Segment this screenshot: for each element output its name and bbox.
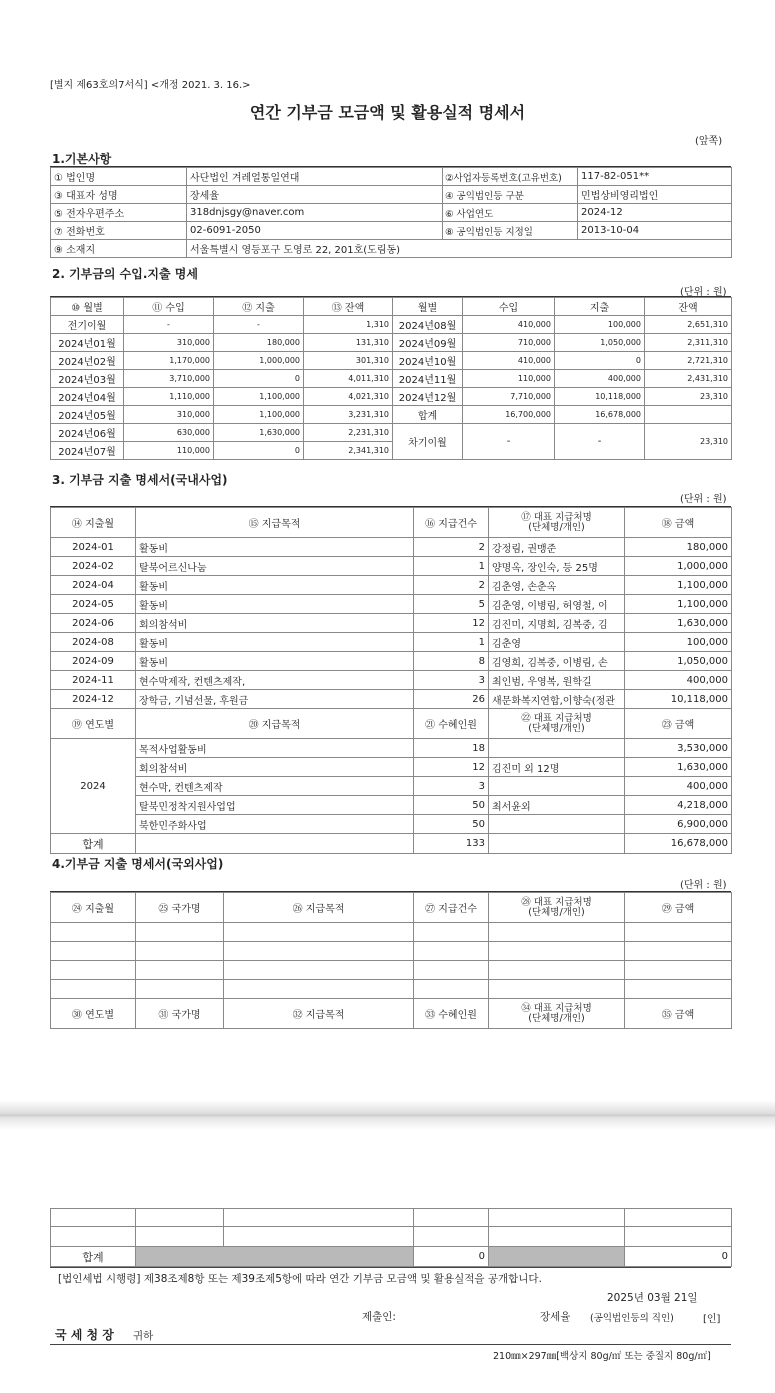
- recipient-cell: 양명옥, 장인숙, 등 25명: [489, 557, 625, 576]
- balance-cell: 2,341,310: [304, 442, 393, 460]
- info-label: ③ 대표자 성명: [51, 186, 187, 204]
- balance-cell: 2,311,310: [645, 334, 732, 352]
- page-break: [0, 1100, 775, 1130]
- purpose-cell: 탈북민정착지원사업업: [136, 796, 414, 815]
- expense-cell: 0: [555, 352, 645, 370]
- income-cell: 630,000: [124, 424, 214, 442]
- column-header: ㉑ 수혜인원: [414, 709, 489, 739]
- empty-cell: [51, 923, 136, 942]
- column-header: [489, 893, 625, 923]
- table-row: [51, 777, 732, 796]
- column-header: ㉝ 수혜인원: [414, 999, 489, 1029]
- table-row: [51, 671, 732, 690]
- balance-cell: 3,231,310: [304, 406, 393, 424]
- income-cell: 110,000: [463, 370, 555, 388]
- income-cell: 410,000: [463, 352, 555, 370]
- page2-total-label: 합계: [51, 1247, 136, 1267]
- income-cell: 1,170,000: [124, 352, 214, 370]
- column-header-line: (단체명/개인): [528, 521, 585, 533]
- empty-cell: [414, 961, 489, 980]
- table-row: [51, 690, 732, 709]
- amount-cell: 1,050,000: [625, 652, 732, 671]
- table-row: [51, 316, 732, 334]
- overseas-expense-table: [50, 892, 732, 1029]
- column-header-line: ⑰ 대표 지급처명: [521, 511, 592, 523]
- empty-cell: [224, 961, 414, 980]
- expense-cell: 400,000: [555, 370, 645, 388]
- table-row: [51, 652, 732, 671]
- count-cell: 1: [414, 633, 489, 652]
- amount-cell: 3,530,000: [625, 739, 732, 758]
- amount-cell: 100,000: [625, 633, 732, 652]
- recipient-suffix: 귀하: [133, 1330, 154, 1342]
- expense-cell: 100,000: [555, 316, 645, 334]
- info-label: ⑥ 사업연도: [443, 204, 578, 222]
- submitter-note: (공익법인등의 직인): [590, 1313, 674, 1324]
- count-cell: 1: [414, 557, 489, 576]
- info-value: 02-6091-2050: [187, 222, 443, 240]
- empty-cell: [51, 942, 136, 961]
- month-cell: 합계: [393, 406, 463, 424]
- month-cell: 2024-05: [51, 595, 136, 614]
- balance-cell: 2,431,310: [645, 370, 732, 388]
- purpose-cell: 활동비: [136, 595, 414, 614]
- column-header: ⑱ 금액: [625, 508, 732, 538]
- purpose-cell: 활동비: [136, 652, 414, 671]
- amount-cell: 4,218,000: [625, 796, 732, 815]
- empty-cell: [224, 942, 414, 961]
- income-cell: 310,000: [124, 334, 214, 352]
- empty-row: [51, 961, 732, 980]
- amount-cell: 10,118,000: [625, 690, 732, 709]
- column-header: ⑯ 지급건수: [414, 508, 489, 538]
- table-row: [51, 388, 732, 406]
- amount-cell: 180,000: [625, 538, 732, 557]
- beneficiary-count-cell: 50: [414, 796, 489, 815]
- column-header: ⑩ 월별: [51, 298, 124, 316]
- info-value: 117-82-051**: [578, 168, 732, 186]
- empty-cell: [136, 834, 414, 854]
- purpose-cell: 회의참석비: [136, 758, 414, 777]
- empty-cell: [136, 961, 224, 980]
- beneficiary-count-cell: 18: [414, 739, 489, 758]
- basic-info-table: [50, 167, 732, 258]
- empty-cell: [51, 980, 136, 999]
- recipient-cell: [489, 739, 625, 758]
- info-label: ⑤ 전자우편주소: [51, 204, 187, 222]
- column-header-line: ㉒ 대표 지급처명: [521, 712, 592, 724]
- expense-cell: 0: [214, 370, 304, 388]
- beneficiary-count-cell: 3: [414, 777, 489, 796]
- purpose-cell: 탈북어르신나눔: [136, 557, 414, 576]
- carry-over-label: 차기이월: [393, 424, 463, 460]
- count-cell: 2: [414, 576, 489, 595]
- table-row: [51, 352, 732, 370]
- purpose-cell: 현수막, 컨텐츠제작: [136, 777, 414, 796]
- empty-cell: [625, 961, 732, 980]
- column-header: 월별: [393, 298, 463, 316]
- total-amount: 16,678,000: [625, 834, 732, 854]
- page2-total-count: 0: [414, 1247, 489, 1267]
- section2-title: 2. 기부금의 수입.지출 명세: [52, 267, 198, 281]
- form-number: [별지 제63호의7서식] <개정 2021. 3. 16.>: [50, 80, 251, 91]
- carry-over-expense: -: [555, 424, 645, 460]
- empty-row: [51, 980, 732, 999]
- info-value: 사단법인 겨레얼통일연대: [187, 168, 443, 186]
- expense-cell: 1,100,000: [214, 406, 304, 424]
- table-row: [51, 739, 732, 758]
- empty-cell: [625, 980, 732, 999]
- info-row: [51, 186, 732, 204]
- expense-cell: 180,000: [214, 334, 304, 352]
- carry-over-balance: 23,310: [645, 424, 732, 460]
- column-header: ㉖ 지급목적: [224, 893, 414, 923]
- month-cell: 2024년05월: [51, 406, 124, 424]
- balance-cell: [645, 406, 732, 424]
- empty-cell: [489, 834, 625, 854]
- expense-cell: 1,000,000: [214, 352, 304, 370]
- amount-cell: 6,900,000: [625, 815, 732, 834]
- total-label: 합계: [51, 834, 136, 854]
- empty-cell: [414, 923, 489, 942]
- count-cell: 8: [414, 652, 489, 671]
- income-cell: 110,000: [124, 442, 214, 460]
- info-value: 장세율: [187, 186, 443, 204]
- balance-cell: 4,011,310: [304, 370, 393, 388]
- column-header: ㉓ 금액: [625, 709, 732, 739]
- beneficiary-count-cell: 12: [414, 758, 489, 777]
- year-cell: 2024: [51, 739, 136, 834]
- table-row: [51, 538, 732, 557]
- page2-total-amount: 0: [625, 1247, 732, 1267]
- address-value: 서울특별시 영등포구 도영로 22, 201호(도림동): [187, 240, 732, 258]
- table-row: [51, 370, 732, 388]
- empty-cell: [414, 942, 489, 961]
- carry-over-income: -: [463, 424, 555, 460]
- column-header: ㉜ 지급목적: [224, 999, 414, 1029]
- income-cell: 310,000: [124, 406, 214, 424]
- info-row: [51, 222, 732, 240]
- page-side-label: (앞쪽): [695, 136, 723, 147]
- empty-row: [51, 942, 732, 961]
- balance-cell: 2,651,310: [645, 316, 732, 334]
- domestic-expense-table: [50, 507, 732, 854]
- purpose-cell: 회의참석비: [136, 614, 414, 633]
- column-header-line: (단체명/개인): [528, 722, 585, 734]
- page-title: 연간 기부금 모금액 및 활용실적 명세서: [249, 103, 526, 122]
- info-label: ⑧ 공익법인등 지정일: [443, 222, 578, 240]
- info-label: ②사업자등록번호(고유번호): [443, 168, 578, 186]
- recipient-cell: [489, 777, 625, 796]
- column-header: ㉔ 지출월: [51, 893, 136, 923]
- column-header: ㉛ 국가명: [136, 999, 224, 1029]
- income-cell: 7,710,000: [463, 388, 555, 406]
- table-row: [51, 614, 732, 633]
- table-row: [51, 796, 732, 815]
- empty-cell: [136, 942, 224, 961]
- amount-cell: 1,000,000: [625, 557, 732, 576]
- info-value: 2024-12: [578, 204, 732, 222]
- law-text: [법인세법 시행령] 제38조제8항 또는 제39조제5항에 따라 연간 기부금 모금액 및 활용실적을 공개합니다.: [58, 1273, 542, 1285]
- income-cell: 410,000: [463, 316, 555, 334]
- amount-cell: 400,000: [625, 777, 732, 796]
- section4-title: 4.기부금 지출 명세서(국외사업): [52, 857, 224, 871]
- count-cell: 3: [414, 671, 489, 690]
- section3-title: 3. 기부금 지출 명세서(국내사업): [52, 473, 228, 487]
- info-label: ① 법인명: [51, 168, 187, 186]
- income-cell: -: [124, 316, 214, 334]
- month-cell: 2024년02월: [51, 352, 124, 370]
- column-header: 잔액: [645, 298, 732, 316]
- balance-cell: 301,310: [304, 352, 393, 370]
- column-header: ⑪ 수입: [124, 298, 214, 316]
- recipient-cell: 김춘영: [489, 633, 625, 652]
- info-value: 318dnjsgy@naver.com: [187, 204, 443, 222]
- income-cell: 1,110,000: [124, 388, 214, 406]
- expense-cell: 10,118,000: [555, 388, 645, 406]
- table-row: [51, 424, 732, 442]
- column-header: [489, 709, 625, 739]
- submission-date: 2025년 03월 21일: [607, 1292, 698, 1304]
- recipient-cell: 김춘영, 손춘옥: [489, 576, 625, 595]
- table-row: [51, 758, 732, 777]
- balance-cell: 1,310: [304, 316, 393, 334]
- balance-cell: 4,021,310: [304, 388, 393, 406]
- month-cell: 2024-06: [51, 614, 136, 633]
- empty-cell: [224, 980, 414, 999]
- income-expense-table: [50, 297, 732, 460]
- count-cell: 12: [414, 614, 489, 633]
- month-cell: 2024년10월: [393, 352, 463, 370]
- month-cell: 2024년01월: [51, 334, 124, 352]
- seal-mark: [인]: [703, 1314, 721, 1325]
- balance-cell: 131,310: [304, 334, 393, 352]
- amount-cell: 1,630,000: [625, 614, 732, 633]
- empty-row: [51, 923, 732, 942]
- month-cell: 2024년08월: [393, 316, 463, 334]
- month-cell: 2024-11: [51, 671, 136, 690]
- recipient-cell: 강정림, 권맹준: [489, 538, 625, 557]
- expense-cell: 16,678,000: [555, 406, 645, 424]
- table-row: [51, 633, 732, 652]
- table-row: [51, 557, 732, 576]
- empty-cell: [136, 980, 224, 999]
- empty-cell: [489, 923, 625, 942]
- total-count: 133: [414, 834, 489, 854]
- month-cell: 2024-08: [51, 633, 136, 652]
- column-header: 수입: [463, 298, 555, 316]
- overseas-expense-table-continued: [50, 1208, 732, 1267]
- column-header: ㉙ 금액: [625, 893, 732, 923]
- recipient-cell: 김진미 외 12명: [489, 758, 625, 777]
- recipient-cell: 최서윤외: [489, 796, 625, 815]
- month-cell: 2024년03월: [51, 370, 124, 388]
- recipient-cell: [489, 815, 625, 834]
- month-cell: 2024-02: [51, 557, 136, 576]
- beneficiary-count-cell: 50: [414, 815, 489, 834]
- empty-cell: [224, 923, 414, 942]
- expense-cell: 1,050,000: [555, 334, 645, 352]
- recipient-cell: 김춘영, 이병림, 허영철, 이: [489, 595, 625, 614]
- column-header-line: ㉞ 대표 지급처명: [521, 1002, 592, 1014]
- expense-cell: 0: [214, 442, 304, 460]
- column-header: ㉗ 지급건수: [414, 893, 489, 923]
- expense-cell: 1,630,000: [214, 424, 304, 442]
- month-cell: 2024-12: [51, 690, 136, 709]
- balance-cell: 2,721,310: [645, 352, 732, 370]
- section2-unit: (단위 : 원): [680, 287, 727, 298]
- month-cell: 2024-04: [51, 576, 136, 595]
- count-cell: 5: [414, 595, 489, 614]
- month-cell: 2024-09: [51, 652, 136, 671]
- section3-unit: (단위 : 원): [680, 494, 727, 505]
- purpose-cell: 활동비: [136, 633, 414, 652]
- amount-cell: 400,000: [625, 671, 732, 690]
- purpose-cell: 목적사업활동비: [136, 739, 414, 758]
- section1-title: 1.기본사항: [52, 152, 112, 166]
- info-row: [51, 168, 732, 186]
- purpose-cell: 북한민주화사업: [136, 815, 414, 834]
- column-header: ⑳ 지급목적: [136, 709, 414, 739]
- recipient-cell: 김영희, 김복중, 이병림, 손: [489, 652, 625, 671]
- month-cell: 2024-01: [51, 538, 136, 557]
- info-row: [51, 204, 732, 222]
- count-cell: 26: [414, 690, 489, 709]
- empty-cell: [489, 980, 625, 999]
- month-cell: 2024년07월: [51, 442, 124, 460]
- empty-cell: [489, 942, 625, 961]
- column-header: ㉕ 국가명: [136, 893, 224, 923]
- column-header: [489, 508, 625, 538]
- purpose-cell: 현수막제작, 컨텐츠제작,: [136, 671, 414, 690]
- info-value: 2013-10-04: [578, 222, 732, 240]
- empty-cell: [136, 923, 224, 942]
- month-cell: 2024년06월: [51, 424, 124, 442]
- table-row: [51, 815, 732, 834]
- column-header: ⑭ 지출월: [51, 508, 136, 538]
- empty-cell: [625, 942, 732, 961]
- empty-cell: [625, 923, 732, 942]
- purpose-cell: 활동비: [136, 538, 414, 557]
- info-label: ⑦ 전화번호: [51, 222, 187, 240]
- column-header: ㉚ 연도별: [51, 999, 136, 1029]
- column-header-line: ㉘ 대표 지급처명: [521, 896, 592, 908]
- column-header: 지출: [555, 298, 645, 316]
- income-cell: 3,710,000: [124, 370, 214, 388]
- income-cell: 16,700,000: [463, 406, 555, 424]
- column-header: [489, 999, 625, 1029]
- recipient-cell: 김진미, 지명희, 김복중, 김: [489, 614, 625, 633]
- month-cell: 2024년04월: [51, 388, 124, 406]
- empty-cell: [414, 980, 489, 999]
- column-header-line: (단체명/개인): [528, 1012, 585, 1024]
- amount-cell: 1,100,000: [625, 595, 732, 614]
- info-value: 민법상비영리법인: [578, 186, 732, 204]
- table-row: [51, 576, 732, 595]
- balance-cell: 23,310: [645, 388, 732, 406]
- column-header: ⑲ 연도별: [51, 709, 136, 739]
- empty-cell: [489, 961, 625, 980]
- table-row: [51, 595, 732, 614]
- expense-cell: -: [214, 316, 304, 334]
- table-row: [51, 334, 732, 352]
- expense-cell: 1,100,000: [214, 388, 304, 406]
- recipient-cell: 최인범, 우영복, 원학길: [489, 671, 625, 690]
- table-row: [51, 406, 732, 424]
- address-label: ⑨ 소재지: [51, 240, 187, 258]
- month-cell: 전기이월: [51, 316, 124, 334]
- recipient-cell: 새문화복지연합,이향숙(정관: [489, 690, 625, 709]
- column-header: ㉟ 금액: [625, 999, 732, 1029]
- paper-spec: 210㎜×297㎜[백상지 80g/㎡ 또는 중질지 80g/㎡]: [493, 1351, 711, 1362]
- month-cell: 2024년11월: [393, 370, 463, 388]
- section4-unit: (단위 : 원): [680, 880, 727, 891]
- purpose-cell: 활동비: [136, 576, 414, 595]
- income-cell: 710,000: [463, 334, 555, 352]
- month-cell: 2024년09월: [393, 334, 463, 352]
- submitter-name: 장세율: [540, 1311, 571, 1323]
- column-header: ⑮ 지급목적: [136, 508, 414, 538]
- column-header: ⑬ 잔액: [304, 298, 393, 316]
- column-header: ⑫ 지출: [214, 298, 304, 316]
- amount-cell: 1,630,000: [625, 758, 732, 777]
- count-cell: 2: [414, 538, 489, 557]
- recipient: 국 세 청 장: [55, 1328, 114, 1342]
- submitter-label: 제출인:: [362, 1311, 396, 1323]
- info-label: ④ 공익법인등 구분: [443, 186, 578, 204]
- amount-cell: 1,100,000: [625, 576, 732, 595]
- month-cell: 2024년12월: [393, 388, 463, 406]
- balance-cell: 2,231,310: [304, 424, 393, 442]
- empty-cell: [51, 961, 136, 980]
- column-header-line: (단체명/개인): [528, 906, 585, 918]
- purpose-cell: 장학금, 기념선물, 후원금: [136, 690, 414, 709]
